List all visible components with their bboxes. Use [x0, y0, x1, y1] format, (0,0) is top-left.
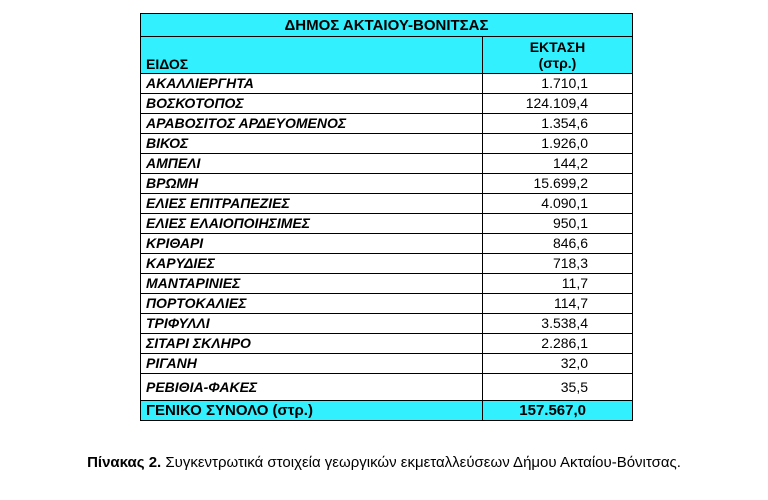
table-row: [141, 294, 633, 314]
crop-name-cell: ΑΜΠΕΛΙ: [141, 154, 483, 174]
table-row: [141, 234, 633, 254]
area-value-cell: 950,1: [483, 214, 633, 234]
crop-name-cell: ΕΛΙΕΣ ΕΠΙΤΡΑΠΕΖΙΕΣ: [141, 194, 483, 214]
land-use-table-container: [140, 13, 632, 421]
table-body: [141, 14, 633, 421]
total-label: ΓΕΝΙΚΟ ΣΥΝΟΛΟ (στρ.): [141, 401, 483, 421]
crop-name-cell: ΑΚΑΛΛΙΕΡΓΗΤΑ: [141, 74, 483, 94]
total-row: [141, 401, 633, 421]
table-row: [141, 194, 633, 214]
crop-name-cell: ΡΕΒΙΘΙΑ-ΦΑΚΕΣ: [141, 374, 483, 401]
table-row: [141, 114, 633, 134]
table-row: [141, 174, 633, 194]
crop-name-cell: ΡΙΓΑΝΗ: [141, 354, 483, 374]
table-row: [141, 274, 633, 294]
table-row: [141, 254, 633, 274]
crop-name-cell: ΒΙΚΟΣ: [141, 134, 483, 154]
column-header-area-unit: (στρ.): [538, 55, 577, 71]
area-value-cell: 11,7: [483, 274, 633, 294]
table-row: [141, 94, 633, 114]
area-value-cell: 2.286,1: [483, 334, 633, 354]
area-value-cell: 1.710,1: [483, 74, 633, 94]
header-row: [141, 37, 633, 74]
crop-name-cell: ΚΑΡΥΔΙΕΣ: [141, 254, 483, 274]
crop-name-cell: ΠΟΡΤΟΚΑΛΙΕΣ: [141, 294, 483, 314]
crop-name-cell: ΚΡΙΘΑΡΙ: [141, 234, 483, 254]
table-row: [141, 374, 633, 401]
area-value-cell: 32,0: [483, 354, 633, 374]
table-row: [141, 314, 633, 334]
column-header-area-label: ΕΚΤΑΣΗ: [529, 39, 586, 55]
crop-name-cell: ΒΟΣΚΟΤΟΠΟΣ: [141, 94, 483, 114]
table-row: [141, 74, 633, 94]
crop-name-cell: ΑΡΑΒΟΣΙΤΟΣ ΑΡΔΕΥΟΜΕΝΟΣ: [141, 114, 483, 134]
area-value-cell: 144,2: [483, 154, 633, 174]
column-header-area: [483, 37, 633, 74]
area-value-cell: 1.354,6: [483, 114, 633, 134]
area-value-cell: 1.926,0: [483, 134, 633, 154]
table-row: [141, 134, 633, 154]
area-value-cell: 846,6: [483, 234, 633, 254]
area-value-cell: 15.699,2: [483, 174, 633, 194]
table-title: ΔΗΜΟΣ ΑΚΤΑΙΟΥ-ΒΟΝΙΤΣΑΣ: [141, 14, 633, 37]
table-row: [141, 214, 633, 234]
crop-name-cell: ΕΛΙΕΣ ΕΛΑΙΟΠΟΙΗΣΙΜΕΣ: [141, 214, 483, 234]
table-row: [141, 354, 633, 374]
table-row: [141, 154, 633, 174]
crop-name-cell: ΒΡΩΜΗ: [141, 174, 483, 194]
table-caption: [10, 454, 758, 472]
crop-name-cell: ΜΑΝΤΑΡΙΝΙΕΣ: [141, 274, 483, 294]
table-row: [141, 334, 633, 354]
area-value-cell: 718,3: [483, 254, 633, 274]
total-value: 157.567,0: [483, 401, 633, 421]
area-value-cell: 114,7: [483, 294, 633, 314]
column-header-type: ΕΙΔΟΣ: [141, 37, 483, 74]
land-use-table: [140, 13, 633, 421]
caption-text: Συγκεντρωτικά στοιχεία γεωργικών εκμεταλλεύσεων Δήμου Ακταίου-Βόνιτσας.: [165, 454, 681, 471]
title-row: [141, 14, 633, 37]
area-value-cell: 4.090,1: [483, 194, 633, 214]
area-value-cell: 124.109,4: [483, 94, 633, 114]
area-value-cell: 35,5: [483, 374, 633, 401]
crop-name-cell: ΣΙΤΑΡΙ ΣΚΛΗΡΟ: [141, 334, 483, 354]
caption-label: Πίνακας 2.: [87, 454, 162, 471]
area-value-cell: 3.538,4: [483, 314, 633, 334]
crop-name-cell: ΤΡΙΦΥΛΛΙ: [141, 314, 483, 334]
